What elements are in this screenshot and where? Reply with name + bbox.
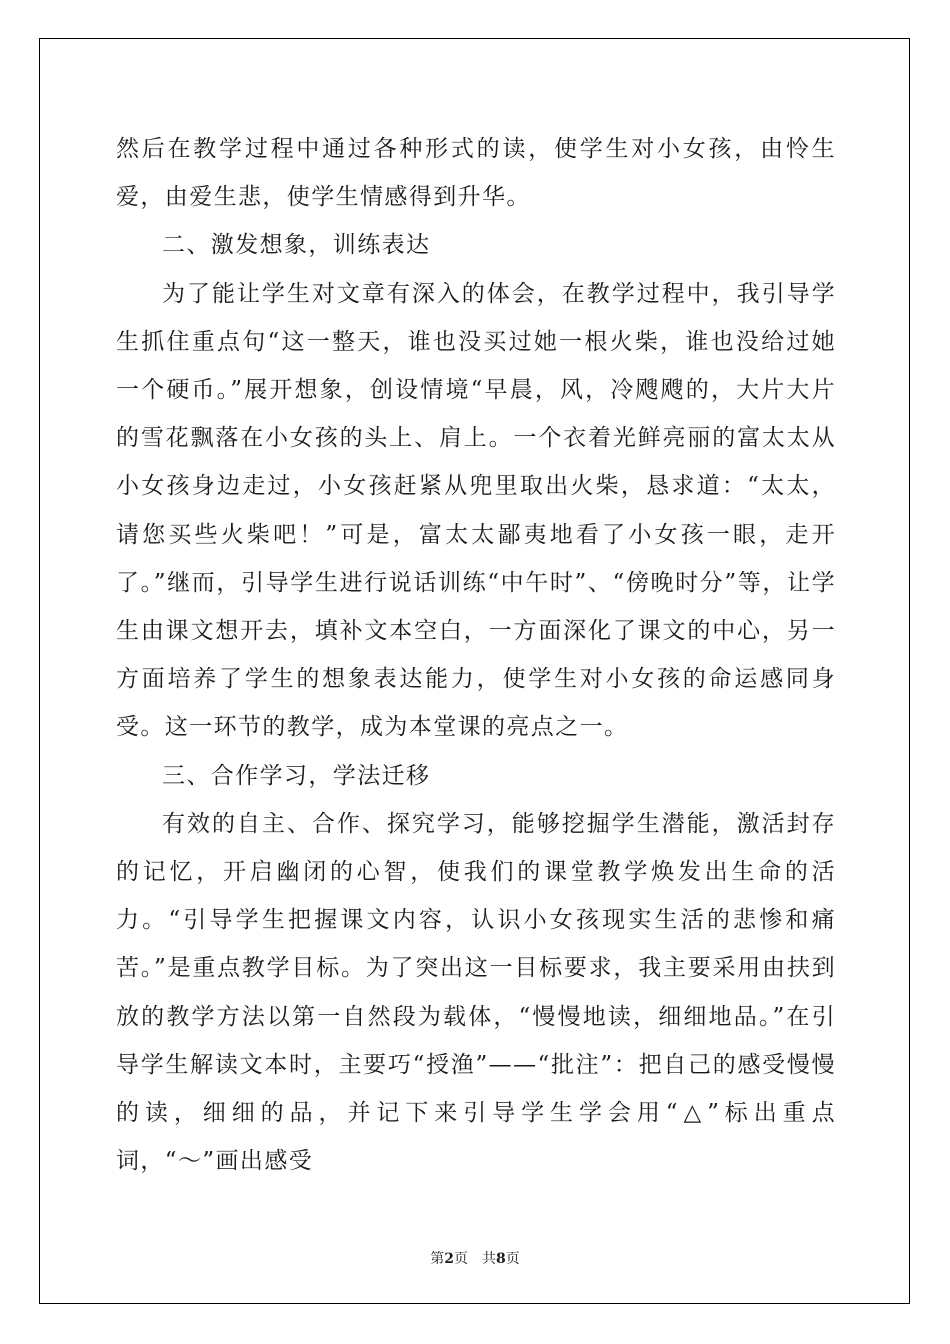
paragraph-body: 为了能让学生对文章有深入的体会，在教学过程中，我引导学生抓住重点句“这一整天，谁也没买过她一根火柴，谁也没给过她一个硬币。”展开想象，创设情境“早晨，风，冷飕飕的，大片大片的雪花飘落在小女孩的头上、肩上。一个衣着光鲜亮丽的富太太从小女孩身边走过，小女孩赶紧从兜里取出火柴，恳求道：“太太，请您买些火柴吧！”可是，富太太鄙夷地看了小女孩一眼，走开了。”继而，引导学生进行说话训练“中午时”、“傍晚时分”等，让学生由课文想开去，填补文本空白，一方面深化了课文的中心，另一方面培养了学生的想象表达能力，使学生对小女孩的命运感同身受。这一环节的教学，成为本堂课的亮点之一。 xyxy=(116,280,836,741)
page-suffix: 页 xyxy=(454,1251,468,1267)
document-body xyxy=(116,125,836,1185)
page-footer xyxy=(0,1248,950,1268)
paragraph-body: 有效的自主、合作、探究学习，能够挖掘学生潜能，激活封存的记忆，开启幽闭的心智，使我们的课堂教学焕发出生命的活力。“引导学生把握课文内容，认识小女孩现实生活的悲惨和痛苦。”是重点教学目标。为了突出这一目标要求，我主要采用由扶到放的教学方法以第一自然段为载体，“慢慢地读，细细地品。”在引导学生解读文本时，主要巧“授渔”——“批注”：把自己的感受慢慢的读，细细的品，并记下来引导学生学会用“△”标出重点词，“～”画出感受 xyxy=(116,810,836,1175)
total-prefix: 共 xyxy=(482,1251,496,1267)
total-suffix: 页 xyxy=(505,1251,520,1267)
section-heading-2: 二、激发想象，训练表达 xyxy=(162,232,431,259)
page-total: 8 xyxy=(496,1251,506,1267)
paragraph-continuation: 然后在教学过程中通过各种形式的读，使学生对小女孩，由怜生爱，由爱生悲，使学生情感得到升华。 xyxy=(116,136,836,211)
page-prefix: 第 xyxy=(430,1251,445,1267)
section-heading-3: 三、合作学习，学法迁移 xyxy=(162,762,431,789)
page-current: 2 xyxy=(444,1251,454,1267)
